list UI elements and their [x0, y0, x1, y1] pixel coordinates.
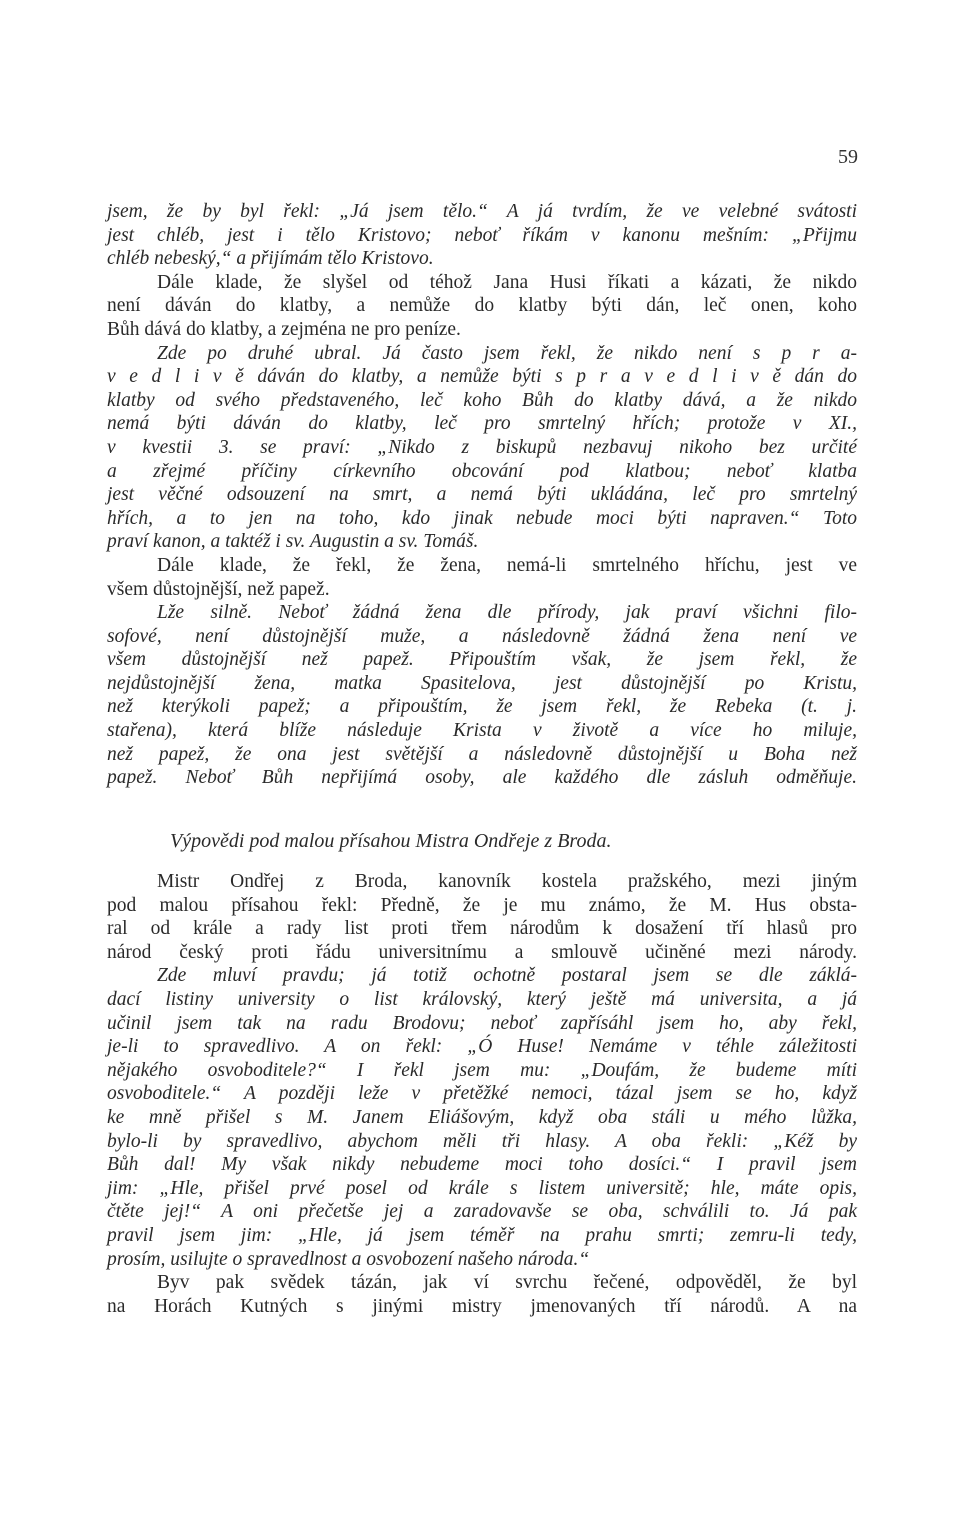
- text-line: Zde po druhé ubral. Já často jsem řekl, že nikdo není s p r a-: [157, 342, 857, 364]
- text-line: Lže silně. Neboť žádná žena dle přírody, jak praví všichni filo-: [157, 602, 857, 624]
- text-line: jim: „Hle, přišel prvé posel od krále s listem universitě; hle, máte opis,: [107, 1177, 857, 1199]
- text-line: ral od krále a rady list proti třem národům k dosažení tří hlasů pro: [107, 918, 857, 940]
- section-2-text: [107, 870, 857, 1318]
- text-line: není dáván do klatby, a nemůže do klatby býti dán, leč onen, koho: [107, 295, 857, 317]
- text-line: než papež, že ona jest světější a následovně důstojnější u Boha než: [107, 743, 857, 765]
- text-line: praví kanon, a taktéž i sv. Augustin a sv. Tomáš.: [107, 531, 479, 553]
- text-line: chléb nebeský,“ a přijímám tělo Kristovo.: [107, 248, 434, 270]
- text-line: hřích, a to jen na toho, kdo jinak nebude moci býti napraven.“ Toto: [107, 507, 857, 529]
- page-number: 59: [838, 146, 858, 168]
- text-line: osvoboditele.“ A později leže v přetěžké nemoci, tázal jsem se ho, když: [107, 1083, 857, 1105]
- text-line: sofové, není důstojnější muže, a následovně žádná žena není ve: [107, 625, 857, 647]
- text-line: všem důstojnější, než papež.: [107, 578, 330, 600]
- text-line: ke mně přišel s M. Janem Eliášovým, když oba stáli u mého lůžka,: [107, 1106, 857, 1128]
- text-line: Bůh dal! My však nikdy nebudeme moci toho dosíci.“ I pravil jsem: [107, 1154, 857, 1176]
- text-line: nejdůstojnější žena, matka Spasitelova, jest důstojnější po Kristu,: [107, 672, 857, 694]
- text-line: pravil jsem jim: „Hle, já jsem téměř na prahu smrti; zemru-li tedy,: [107, 1224, 857, 1246]
- text-line: Dále klade, že slyšel od téhož Jana Husi říkati a kázati, že nikdo: [157, 271, 857, 293]
- text-line: stařena), která blíže následuje Krista v životě a více ho miluje,: [107, 720, 857, 742]
- text-line: klatby od svého představeného, leč koho Bůh do klatby dává, a že nikdo: [107, 389, 857, 411]
- text-line: nemá býti dáván do klatby, leč pro smrtelný hřích; protože v XI.,: [107, 413, 857, 435]
- section-heading: Výpovědi pod malou přísahou Mistra Ondřeje z Broda.: [170, 830, 612, 852]
- text-line: Mistr Ondřej z Broda, kanovník kostela pražského, mezi jiným: [157, 871, 857, 892]
- text-line: než kterýkoli papež; a připouštím, že jsem řekl, že Rebeka (t. j.: [107, 696, 857, 718]
- text-line: Dále klade, že řekl, že žena, nemá-li smrtelného hříchu, jest ve: [157, 554, 857, 576]
- text-line: Zde mluví pravdu; já totiž ochotně postaral jsem se dle záklá-: [157, 965, 857, 987]
- text-line: dací listiny university o list královský, který ještě má universita, a já: [107, 988, 857, 1010]
- section-1-text: [107, 200, 857, 790]
- text-line: a zřejmé příčiny církevního obcování pod klatbou; neboť klatba: [107, 460, 857, 482]
- text-line: všem důstojnější než papež. Připouštím však, že jsem řekl, že: [107, 649, 857, 671]
- text-line: na Horách Kutných s jinými mistry jmenovaných tří národů. A na: [107, 1295, 857, 1317]
- text-line: je-li to spravedlivo. A on řekl: „Ó Huse! Nemáme v téhle záležitosti: [107, 1036, 857, 1058]
- text-line: prosím, usilujte o spravedlnost a osvobození našeho národa.“: [107, 1248, 590, 1270]
- text-line: Byv pak svědek tázán, jak ví svrchu řečené, odpověděl, že byl: [157, 1272, 857, 1294]
- text-line: nějakého osvoboditele?“ I řekl jsem mu: „Doufám, že budeme míti: [107, 1059, 857, 1081]
- text-line: v e d l i v ě dáván do klatby, a nemůže býti s p r a v e d l i v ě dán do: [107, 366, 857, 388]
- text-line: v kvestii 3. se praví: „Nikdo z biskupů nezbavuj nikoho bez určité: [107, 436, 857, 458]
- text-line: papež. Neboť Bůh nepřijímá osoby, ale každého dle zásluh odměňuje.: [107, 767, 857, 789]
- text-line: jsem, že by byl řekl: „Já jsem tělo.“ A já tvrdím, že ve velebné svátosti: [107, 201, 857, 222]
- text-line: jest chléb, jest i tělo Kristovo; neboť říkám v kanonu mešním: „Přijmu: [107, 224, 857, 246]
- text-line: národ český proti řádu universitnímu a smlouvě učiněné mezi národy.: [107, 941, 857, 963]
- text-line: pod malou přísahou řekl: Předně, že je mu známo, že M. Hus obsta-: [107, 894, 857, 916]
- text-line: Bůh dává do klatby, a zejména ne pro peníze.: [107, 318, 461, 340]
- text-line: učinil jsem tak na radu Brodovu; neboť zapřísáhl jsem ho, aby řekl,: [107, 1012, 857, 1034]
- text-line: bylo-li by spravedlivo, abychom měli tři hlasy. A oba řekli: „Kéž by: [107, 1130, 857, 1152]
- text-line: jest věčné odsouzení na smrt, a nemá býti ukládána, leč pro smrtelný: [107, 484, 857, 506]
- text-line: čtěte jej!“ A oni přečetše jej a zaradovavše se oba, schválili to. Já pak: [107, 1201, 857, 1223]
